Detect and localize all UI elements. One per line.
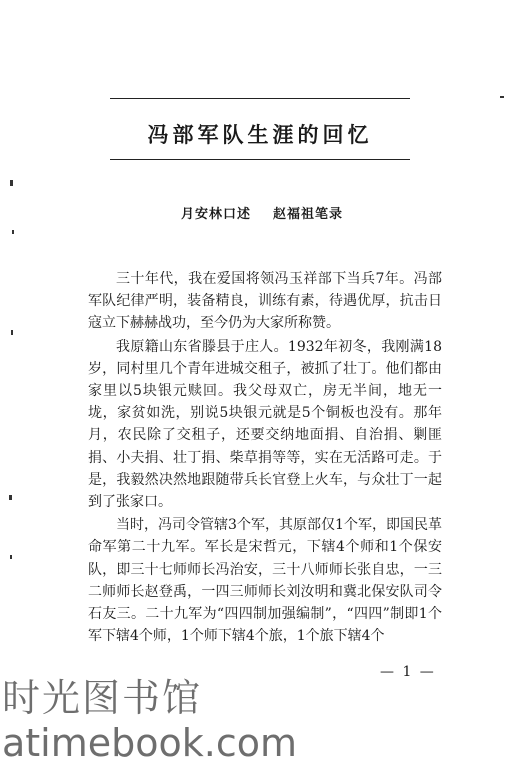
title-bottom-rule xyxy=(110,159,410,160)
paragraph: 三十年代，我在爱国将领冯玉祥部下当兵7年。冯部军队纪律严明，装备精良，训练有素，待遇优厚，抗击日寇立下赫赫战功，至今仍为大家所称赞。 xyxy=(88,271,442,332)
recorder-credit: 赵福祖笔录 xyxy=(273,207,344,222)
scan-speck xyxy=(11,330,13,335)
watermark xyxy=(0,675,524,765)
scan-speck xyxy=(10,555,12,559)
paragraph: 我原籍山东省滕县于庄人。1932年初冬，我刚满18岁，同村里几个青年进城交租子，被抓了壮丁。他们都由家里以5块银元赎回。我父母双亡，房无半间，地无一垅，家贫如洗，别说5块银元就是5个铜板也没有。那年月，农民除了交租子，还要交纳地面捐、自治捐、剿匪捐、小夫捐、壮丁捐、柴草捐等等，实在无活路可走。于是，我毅然决然地跟随带兵长官登上火车，与众壮丁一起到了张家口。 xyxy=(88,338,442,511)
scan-speck xyxy=(10,180,13,186)
title-block xyxy=(110,98,410,160)
narrator-credit: 月安林口述 xyxy=(180,207,251,222)
page-number: — 1 — xyxy=(380,664,436,680)
watermark-url: atimebook.com xyxy=(2,721,298,765)
article-title: 冯部军队生涯的回忆 xyxy=(147,122,373,147)
scan-speck xyxy=(12,230,14,234)
paragraph: 当时，冯司令管辖3个军，其原部仅1个军，即国民革命军第二十九军。军长是宋哲元，下辖4个师和1个保安队，即三十七师师长冯治安，三十八师师长张自忠，一三二师师长赵登禹，一四三师师长刘汝明和冀北保安队司令石友三。二十九军为“四四制加强编制”，“四四”制即1个军下辖4个师，1个师下辖4个旅，1个旅下辖4个 xyxy=(88,517,442,645)
scan-speck xyxy=(9,495,12,500)
article-body xyxy=(88,268,442,648)
byline xyxy=(0,203,524,222)
scan-speck xyxy=(500,96,504,98)
watermark-name: 时光图书馆 xyxy=(2,676,203,720)
